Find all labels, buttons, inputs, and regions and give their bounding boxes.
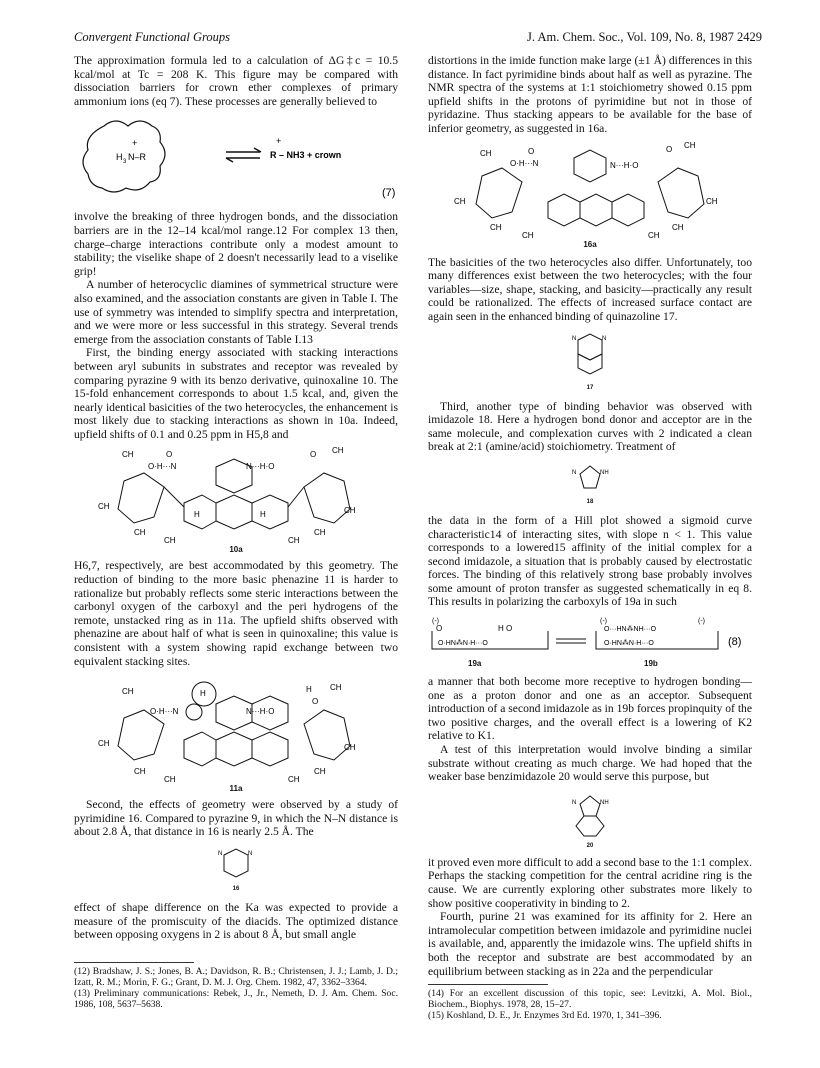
structure-16	[74, 845, 398, 895]
svg-text:CH: CH	[122, 450, 134, 460]
svg-text:O: O	[436, 624, 443, 634]
svg-text:CH: CH	[288, 536, 300, 546]
svg-text:CH: CH	[648, 230, 660, 240]
paragraph: Third, another type of binding behavior was observed with imidazole 18. Here a hydrogen bond donor and acceptor are in the same molecule, and complexation curves with 2 indicated a clean break at 2:1 (amine/acid) stoichiometry. Treatment of	[428, 399, 752, 454]
svg-text:H: H	[306, 685, 312, 695]
svg-text:O: O	[310, 450, 317, 460]
equation-8	[428, 615, 752, 669]
svg-text:N: N	[602, 335, 607, 342]
equation-number: (8)	[728, 636, 742, 649]
svg-text:3: 3	[123, 159, 127, 166]
paragraph: it proved even more difficult to add a second base to the 1:1 complex. Perhaps the stacking competition for the central acridine ring is the cause. We are currently exploring other substrates more likely to show positive cooperativity in binding to 2.	[428, 855, 752, 910]
paragraph: effect of shape difference on the Ka was expected to provide a measure of the promiscuity of the diacids. The optimized distance between opposing oxygens in 2 is about 8 Å, but small angle	[74, 901, 398, 942]
structure-label: 11a	[229, 784, 243, 794]
svg-text:O···HN⁂NH···O: O···HN⁂NH···O	[604, 626, 657, 634]
right-column	[428, 54, 752, 1021]
structure-10a-drawing	[74, 447, 398, 553]
svg-text:CH: CH	[164, 536, 176, 546]
svg-text:CH: CH	[522, 230, 534, 240]
svg-text:H: H	[260, 510, 266, 520]
svg-text:CH: CH	[454, 196, 466, 206]
svg-text:N: N	[572, 469, 577, 476]
svg-text:+: +	[132, 138, 138, 149]
svg-text:CH: CH	[134, 528, 146, 538]
crown-equilibrium-figure	[74, 114, 398, 204]
paragraph: Fourth, purine 21 was examined for its affinity for 2. Here an intramolecular competition between imidazole and pyrimidine nuclei is available, and, apparently the imidazole wins. The upfield shifts in both the receptor and substrate are best accommodated by an equilibrium between stacking as in 22a and the perpendicular	[428, 910, 752, 978]
svg-text:CH: CH	[330, 683, 342, 693]
svg-text:CH: CH	[344, 743, 356, 753]
eq7-left-label: N–R	[128, 152, 147, 163]
svg-text:H O: H O	[498, 624, 513, 634]
svg-text:+: +	[276, 136, 282, 147]
paragraph: the data in the form of a Hill plot showed a sigmoid curve characteristic14 of interacting sites, with slope n < 1. This value corresponds to a lowered15 affinity of the initial complex for a second imidazole, a situation that is probably caused by electrostatic forces. The binding of this relatively strong base probably involves some amount of proton transfer as suggested schematically in eq 8. This results in polarizing the carboxyls of 19a in such	[428, 513, 752, 609]
svg-text:CH: CH	[706, 196, 718, 206]
svg-text:(-): (-)	[600, 618, 607, 626]
svg-text:N: N	[218, 851, 223, 857]
footnotes-left	[74, 962, 398, 1010]
footnote-13: (13) Preliminary communications: Rebek, J., Jr., Nemeth, D. J. Am. Chem. Soc. 1986, 108, 5637–5638.	[74, 987, 398, 1010]
paragraph: First, the binding energy associated with stacking interactions between aryl subunits in substrates and receptor was revealed by comparing pyrazine 9 with its benzo derivative, quinoxaline 10. The 15-fold enhancement corresponds to about 1.5 kcal, and, given the nearly identical basicities of the two heterocycles, the enhancement is most likely due to stacking interactions as shown in 10a. Indeed, upfield shifts of 0.1 and 0.25 ppm in H5,8 and	[74, 346, 398, 441]
structure-label: 17	[586, 384, 594, 391]
svg-text:CH: CH	[490, 222, 502, 232]
structure-18	[428, 460, 752, 508]
paragraph: involve the breaking of three hydrogen bonds, and the dissociation barriers are in the 12–14 kcal/mol range.12 For complex 13 then, charge–charge interactions contribute only a modest amount to stability; the viselike shape of 2 doesn't necessarily lead to a viselike grip!	[74, 210, 398, 278]
svg-text:O·H···N: O·H···N	[150, 707, 179, 717]
eq7-right-label: R – NH3 + crown	[270, 150, 342, 161]
paragraph: a manner that both become more receptive to hydrogen bonding—one as a proton donor and one as an acceptor. Subsequent introduction of a second imidazole as in 19b forces propinquity of the two positive charges, and the overall effect is a lowering of K2 relative to K1.	[428, 675, 752, 743]
svg-text:N···H·O: N···H·O	[246, 462, 275, 472]
svg-text:N···H·O: N···H·O	[246, 707, 275, 717]
svg-text:NH: NH	[600, 469, 609, 476]
svg-text:O: O	[312, 697, 319, 707]
svg-text:(-): (-)	[698, 618, 705, 626]
equation-number: (7)	[382, 187, 396, 200]
svg-text:CH: CH	[332, 447, 344, 456]
structure-label: 16	[232, 886, 240, 892]
paragraph: A number of heterocyclic diamines of symmetrical structure were also examined, and the association constants are given in Table I. The use of symmetry was intended to simplify spectra and interpretation, and we were more or less successful in this strategy. Several trends emerge from the association constants of Table I.13	[74, 278, 398, 346]
svg-text:O·H···N: O·H···N	[510, 158, 539, 168]
structure-11a-drawing	[74, 674, 398, 792]
svg-text:CH: CH	[344, 506, 356, 516]
svg-text:H: H	[194, 510, 200, 520]
svg-text:CH: CH	[288, 775, 300, 785]
structure-10a	[74, 447, 398, 553]
svg-text:O·HN⁂N·H···O: O·HN⁂N·H···O	[438, 640, 488, 648]
svg-text:CH: CH	[98, 739, 110, 749]
structure-label: 16a	[583, 239, 597, 249]
equation-7	[74, 114, 398, 204]
left-column	[74, 54, 398, 1010]
svg-text:CH: CH	[314, 767, 326, 777]
svg-text:(-): (-)	[432, 618, 439, 626]
svg-text:N: N	[248, 851, 253, 857]
svg-text:O·HN⁂N·H···O: O·HN⁂N·H···O	[604, 640, 654, 648]
svg-text:CH: CH	[314, 528, 326, 538]
svg-text:CH: CH	[684, 141, 696, 150]
svg-text:CH: CH	[480, 148, 492, 158]
structure-17	[428, 330, 752, 394]
svg-text:CH: CH	[134, 767, 146, 777]
structure-label: 20	[586, 842, 594, 849]
svg-text:O: O	[666, 144, 673, 154]
structure-label: 10a	[229, 545, 243, 555]
paragraph: H6,7, respectively, are best accommodated by this geometry. The reduction of binding to the more basic phenazine 11 is harder to rationalize but probably reflects some steric interactions between the carbonyl oxygen of the carboxyl and the peri hydrogens of the remote, unstacked ring as in 11a. The upfield shifts observed with phenazine are about half of what is seen in quinoxaline; this value is consistent with a system showing rapid exchange between two equivalent stacking sites.	[74, 559, 398, 668]
svg-text:CH: CH	[672, 222, 684, 232]
svg-text:O·H···N: O·H···N	[148, 462, 177, 472]
eq8-left-label: 19a	[468, 659, 482, 669]
footnote-15: (15) Koshland, D. E., Jr. Enzymes 3rd Ed. 1970, 1, 341–396.	[428, 1010, 662, 1022]
footnote-12: (12) Bradshaw, J. S.; Jones, B. A.; Davidson, R. B.; Christensen, J. J.; Lamb, J. D.; Izatt, R. M.; Morin, F. G.; Grant, D. M. J. Org. Chem. 1982, 47, 3362–3364.	[74, 965, 398, 988]
paragraph: Second, the effects of geometry were observed by a study of pyrimidine 16. Compared to pyrazine 9, in which the N–N distance is about 2.8 Å, that distance in 16 is nearly 2.5 Å. The	[74, 798, 398, 839]
svg-text:H: H	[116, 152, 123, 163]
svg-text:CH: CH	[164, 775, 176, 785]
paragraph: The approximation formula led to a calculation of ΔG‡c = 10.5 kcal/mol at Tc = 208 K. This figure may be compared with dissociation barriers for crown ether complexes of primary ammonium ions (eq 7). These processes are generally believed to	[74, 54, 398, 108]
svg-text:N···H·O: N···H·O	[610, 160, 639, 170]
svg-text:O: O	[166, 450, 173, 460]
svg-text:O: O	[528, 146, 535, 156]
svg-text:N: N	[572, 335, 577, 342]
structure-20	[428, 790, 752, 850]
footnote-14: (14) For an excellent discussion of this topic, see: Levitzki, A. Mol. Biol., Biochem., Biophys. 1978, 28, 15–27.	[428, 988, 752, 1011]
svg-text:CH: CH	[98, 502, 110, 512]
running-header-citation: J. Am. Chem. Soc., Vol. 109, No. 8, 1987 2429	[527, 30, 762, 44]
svg-text:N: N	[572, 799, 577, 806]
svg-text:H: H	[200, 689, 206, 699]
svg-text:CH: CH	[122, 687, 134, 697]
structure-label: 18	[586, 498, 594, 505]
structure-16a-drawing	[428, 142, 752, 250]
running-header-title: Convergent Functional Groups	[74, 30, 230, 44]
paragraph: A test of this interpretation would involve binding a similar substrate without creating as much charge. We had hoped that the weaker base benzimidazole 20 would serve this purpose, but	[428, 743, 752, 784]
eq8-right-label: 19b	[644, 659, 658, 669]
paragraph: distortions in the imide function make large (±1 Å) differences in this distance. In fact pyrimidine binds about half as well as pyrazine. The NMR spectra of the systems at 1:1 stoichiometry showed 0.15 ppm upfield shifts in the protons of pyrimidine but not in those of pyridazine. Thus stacking appears to be available for the base of inferior geometry, as suggested in 16a.	[428, 54, 752, 135]
structure-16a	[428, 142, 752, 250]
paragraph: The basicities of the two heterocycles also differ. Unfortunately, too many differences exist between the two heterocycles; with the four variables—size, shape, stacking, and basicity—practically any result could be rationalized. The effects of increased surface contact are again seen in the enhanced binding of quinazoline 17.	[428, 255, 752, 323]
footnotes-right	[428, 984, 752, 1021]
structure-11a	[74, 674, 398, 792]
svg-text:NH: NH	[600, 799, 609, 806]
